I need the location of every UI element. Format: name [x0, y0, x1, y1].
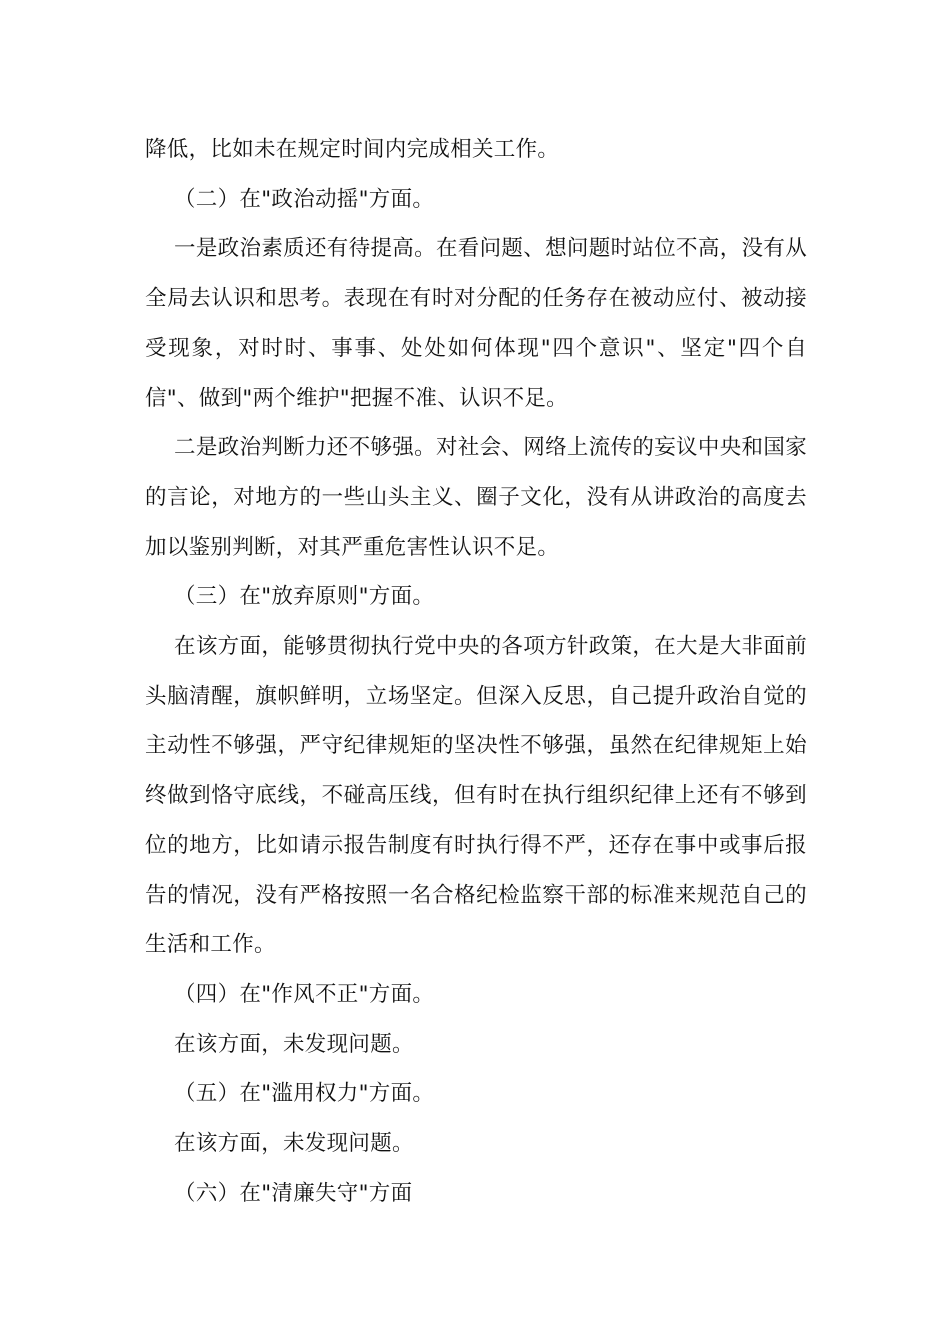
document-body: [145, 125, 807, 1218]
paragraph-principles: 在该方面，能够贯彻执行党中央的各项方针政策，在大是大非面前头脑清醒，旗帜鲜明，立场坚定。但深入反思，自己提升政治自觉的主动性不够强，严守纪律规矩的坚决性不够强，虽然在纪律规矩上始终做到恪守底线，不碰高压线，但有时在执行组织纪律上还有不够到位的地方，比如请示报告制度有时执行得不严，还存在事中或事后报告的情况，没有严格按照一名合格纪检监察干部的标准来规范自己的生活和工作。: [145, 634, 807, 958]
paragraph-no-issue-2: 在该方面，未发现问题。: [174, 1131, 414, 1157]
paragraph-continuation: 降低，比如未在规定时间内完成相关工作。: [145, 137, 560, 162]
paragraph-political-judgment: 二是政治判断力还不够强。对社会、网络上流传的妄议中央和国家的言论，对地方的一些山头主义、圈子文化，没有从讲政治的高度去加以鉴别判断，对其严重危害性认识不足。: [145, 435, 807, 560]
section-heading-4: （四）在"作风不正"方面。: [174, 981, 435, 1007]
section-heading-3: （三）在"放弃原则"方面。: [174, 584, 435, 610]
section-heading-2: （二）在"政治动摇"方面。: [174, 186, 435, 212]
section-heading-6: （六）在"清廉失守"方面: [174, 1180, 413, 1206]
paragraph-political-quality: 一是政治素质还有待提高。在看问题、想问题时站位不高，没有从全局去认识和思考。表现在有时对分配的任务存在被动应付、被动接受现象，对时时、事事、处处如何体现"四个意识"、坚定"四个自信"、做到"两个维护"把握不准、认识不足。: [145, 236, 807, 411]
paragraph-no-issue-1: 在该方面，未发现问题。: [174, 1031, 414, 1057]
section-heading-5: （五）在"滥用权力"方面。: [174, 1081, 435, 1107]
